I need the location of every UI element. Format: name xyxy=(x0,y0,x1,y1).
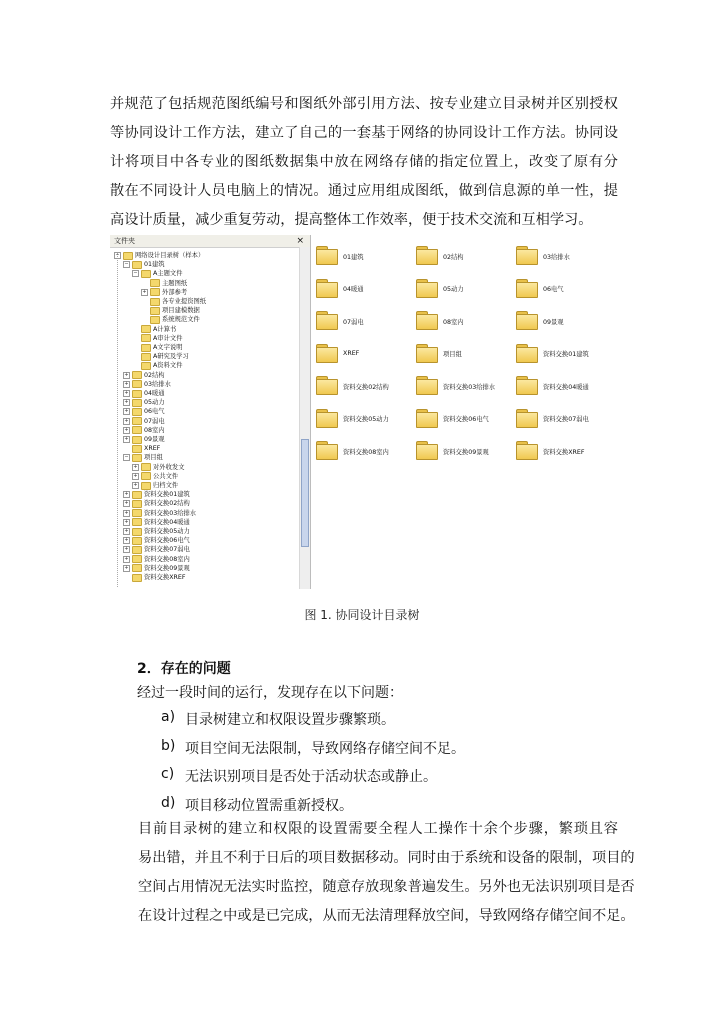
tree-node[interactable] xyxy=(123,389,165,398)
folder-label: 资料交换01建筑 xyxy=(543,351,589,358)
tree-node[interactable] xyxy=(123,407,165,416)
tree-node-label: 07弱电 xyxy=(144,417,165,425)
folder-icon-body xyxy=(416,282,438,298)
tree-node[interactable] xyxy=(132,361,183,370)
folder-label: 01建筑 xyxy=(343,253,364,261)
folder-label: 资料交换04暖通 xyxy=(543,383,589,391)
folder-icon xyxy=(316,344,338,364)
list-marker: c) xyxy=(161,766,175,782)
folder-label: 05动力 xyxy=(443,286,464,293)
list-text: 项目空间无法限制，导致网络存储空间不足。 xyxy=(185,740,465,757)
tree-node[interactable] xyxy=(132,269,183,278)
section-intro: 经过一段时间的运行，发现存在以下问题： xyxy=(137,685,403,701)
expand-icon[interactable]: + xyxy=(124,528,129,534)
closing-line-4: 在设计过程之中或是已完成，从而无法清理释放空间，导致网络存储空间不足。 xyxy=(138,908,635,924)
list-item xyxy=(137,766,465,795)
tree-node[interactable] xyxy=(123,518,190,527)
tree-node[interactable] xyxy=(132,352,189,361)
folder-icon xyxy=(132,509,142,517)
tree-node[interactable] xyxy=(123,426,165,435)
folder-icon xyxy=(150,316,160,324)
tree-node-label: 项目组 xyxy=(144,454,163,462)
tree-node[interactable] xyxy=(141,279,187,288)
tree-node-label: XREF xyxy=(144,445,161,453)
collapse-icon[interactable]: − xyxy=(124,454,129,461)
folder-icon xyxy=(132,574,142,582)
folder-icon xyxy=(416,311,438,331)
problem-list xyxy=(137,709,465,823)
folder-label: 项目组 xyxy=(443,351,462,358)
folder-item[interactable] xyxy=(316,304,416,338)
folder-item[interactable] xyxy=(516,402,616,436)
folder-icon xyxy=(141,362,151,370)
tree-node[interactable] xyxy=(123,380,171,389)
expand-icon[interactable]: + xyxy=(124,408,129,415)
tree-node[interactable] xyxy=(141,288,187,297)
tree-node[interactable] xyxy=(132,472,178,481)
folder-icon-body xyxy=(416,444,438,460)
folder-item[interactable] xyxy=(416,369,516,403)
tree-node[interactable] xyxy=(114,251,204,260)
folder-label: 09景观 xyxy=(543,318,564,326)
folder-label: 资料交换XREF xyxy=(543,448,585,456)
tree-node[interactable] xyxy=(123,490,190,499)
folder-icon xyxy=(416,246,438,266)
folder-item[interactable] xyxy=(316,434,416,468)
tree-node-label: 02结构 xyxy=(144,371,165,379)
tree-node-label: 对外收发文 xyxy=(153,463,185,471)
folder-icon xyxy=(316,376,338,396)
collapse-icon[interactable]: − xyxy=(133,270,138,277)
folder-item[interactable] xyxy=(416,272,516,306)
tree-node-label: 资料交换09景观 xyxy=(144,564,190,572)
tree-node[interactable] xyxy=(123,564,190,573)
tree-node-label: 网络设计目录树（样本） xyxy=(135,252,205,259)
folder-icon xyxy=(132,528,142,536)
folder-icon xyxy=(316,409,338,429)
folder-label: 资料交换08室内 xyxy=(343,448,389,456)
folder-icon xyxy=(141,334,151,342)
tree-node[interactable] xyxy=(132,334,183,343)
folder-icon xyxy=(516,409,538,429)
folder-icon xyxy=(132,417,142,425)
section-heading: 2．存在的问题 xyxy=(137,661,231,677)
folder-icon-body xyxy=(316,379,338,395)
folder-icon-body xyxy=(316,412,338,428)
tree-node-label: 资料交换07弱电 xyxy=(144,546,190,554)
tree-node-label: 公共文件 xyxy=(153,472,179,480)
tree-node[interactable] xyxy=(141,306,200,315)
close-icon[interactable]: × xyxy=(296,236,304,246)
tree-node-label: 01建筑 xyxy=(144,261,165,269)
folder-item[interactable] xyxy=(416,304,516,338)
folder-icon-body xyxy=(316,444,338,460)
tree-pane-title: 文件夹 xyxy=(114,237,135,245)
intro-line-3: 计将项目中各专业的图纸数据集中放在网络存储的指定位置上，改变了原有分 xyxy=(110,154,618,170)
expand-icon[interactable]: + xyxy=(124,518,129,525)
tree-node-label: 资料交换03给排水 xyxy=(144,509,197,517)
tree-node-label: 06电气 xyxy=(144,408,165,416)
folder-item[interactable] xyxy=(516,239,616,273)
folder-label: XREF xyxy=(343,350,360,357)
expand-icon[interactable]: + xyxy=(124,537,129,544)
folder-icon-body xyxy=(316,249,338,265)
tree-node[interactable] xyxy=(123,398,165,407)
folder-icon xyxy=(132,564,142,572)
folder-icon xyxy=(416,344,438,364)
list-text: 目录树建立和权限设置步骤繁琐。 xyxy=(185,712,395,728)
folder-label: 资料交换09景观 xyxy=(443,448,489,456)
folder-icon-body xyxy=(516,444,538,460)
folder-icon xyxy=(516,279,538,299)
list-marker: a) xyxy=(161,709,176,725)
tree-node-label: 资料交换XREF xyxy=(144,574,186,581)
tree-node[interactable] xyxy=(123,417,165,426)
folder-icon xyxy=(132,454,142,462)
tree-node-label: A主题文件 xyxy=(153,270,183,278)
folder-icon-body xyxy=(416,379,438,395)
folder-icon-body xyxy=(416,249,438,265)
intro-line-5: 高设计质量，减少重复劳动，提高整体工作效率，便于技术交流和互相学习。 xyxy=(110,212,593,228)
folder-icon xyxy=(150,298,160,306)
list-item xyxy=(137,738,465,767)
figure-screenshot xyxy=(110,235,618,589)
tree-node-label: A审计文件 xyxy=(153,334,183,342)
folder-icon xyxy=(132,399,142,407)
expand-icon[interactable]: + xyxy=(124,500,129,507)
folder-label: 资料交换07弱电 xyxy=(543,416,589,423)
folder-label: 02结构 xyxy=(443,253,464,261)
folder-item[interactable] xyxy=(416,239,516,273)
folder-icon-body xyxy=(416,412,438,428)
tree-node-label: A研究及学习 xyxy=(153,353,189,361)
folder-icon xyxy=(132,491,142,499)
tree-pane-header xyxy=(110,235,310,248)
folder-label: 06电气 xyxy=(543,286,564,293)
folder-item[interactable] xyxy=(516,369,616,403)
folder-icon xyxy=(141,353,151,361)
folder-icon xyxy=(516,246,538,266)
tree-node[interactable] xyxy=(123,527,190,536)
folder-icon xyxy=(132,261,142,269)
tree-node-label: A文字说明 xyxy=(153,344,183,351)
tree-node[interactable] xyxy=(123,555,190,564)
expand-icon[interactable]: + xyxy=(124,426,129,433)
folder-icon xyxy=(132,436,142,444)
folder-item[interactable] xyxy=(416,434,516,468)
expand-icon[interactable]: + xyxy=(124,390,129,396)
folder-icon xyxy=(316,441,338,461)
folder-icon xyxy=(141,482,151,490)
folder-item[interactable] xyxy=(516,272,616,306)
tree-node[interactable] xyxy=(123,371,165,380)
folder-icon-body xyxy=(416,347,438,363)
intro-paragraph xyxy=(110,90,618,235)
folder-icon xyxy=(316,311,338,331)
tree-node-label: 资料交换04暖通 xyxy=(144,518,190,526)
folder-item[interactable] xyxy=(416,337,516,371)
expand-icon[interactable]: + xyxy=(124,509,129,516)
tree-node-label: 08室内 xyxy=(144,426,165,434)
tree-node-label: A资料文件 xyxy=(153,362,183,370)
folder-icon xyxy=(141,270,151,278)
folder-icon xyxy=(132,445,142,453)
tree-node-label: A计算书 xyxy=(153,325,177,333)
figure-caption: 图 1. 协同设计目录树 xyxy=(304,608,420,622)
folder-label: 03给排水 xyxy=(543,253,570,261)
folder-icon xyxy=(141,472,151,480)
tree-scroll-thumb[interactable] xyxy=(301,439,309,547)
tree-node-label: 项目建模数据 xyxy=(162,307,200,315)
tree-node[interactable] xyxy=(123,573,185,582)
expand-icon[interactable]: + xyxy=(124,371,129,378)
folder-icon xyxy=(316,246,338,266)
folder-item[interactable] xyxy=(516,434,616,468)
expand-icon[interactable]: + xyxy=(133,463,138,470)
closing-paragraph xyxy=(110,815,635,931)
collapse-icon[interactable]: − xyxy=(115,252,120,258)
folder-label: 资料交换06电气 xyxy=(443,416,489,423)
collapse-icon[interactable]: − xyxy=(124,261,129,268)
folder-icon xyxy=(132,390,142,398)
tree-node-label: 资料交换06电气 xyxy=(144,537,190,545)
tree-node-label: 各专业提资图纸 xyxy=(162,298,207,305)
tree-node-label: 资料交换02结构 xyxy=(144,500,190,508)
expand-icon[interactable]: + xyxy=(124,436,129,442)
tree-node[interactable] xyxy=(132,343,183,352)
list-marker: b) xyxy=(161,737,176,754)
folder-icon-body xyxy=(316,347,338,363)
intro-line-1: 并规范了包括规范图纸编号和图纸外部引用方法、按专业建立目录树并区别授权 xyxy=(110,96,618,112)
tree-node[interactable] xyxy=(123,444,160,453)
folder-item[interactable] xyxy=(516,337,616,371)
folder-icon-body xyxy=(316,314,338,330)
folder-icon xyxy=(132,546,142,554)
tree-node-label: 主题图纸 xyxy=(162,279,188,287)
tree-node-label: 04暖通 xyxy=(144,390,165,397)
folder-icon xyxy=(132,500,142,508)
expand-icon[interactable]: + xyxy=(142,288,147,295)
expand-icon[interactable]: + xyxy=(124,564,129,571)
folder-item[interactable] xyxy=(416,402,516,436)
intro-line-2: 等协同设计工作方法，建立了自己的一套基于网络的协同设计工作方法。协同设 xyxy=(110,125,618,141)
expand-icon[interactable]: + xyxy=(124,555,129,562)
intro-line-4: 散在不同设计人员电脑上的情况。通过应用组成图纸，做到信息源的单一性，提 xyxy=(110,183,618,199)
tree-node[interactable] xyxy=(123,536,190,545)
expand-icon[interactable]: + xyxy=(124,380,129,387)
tree-node-label: 资料交换08室内 xyxy=(144,555,190,563)
folder-item[interactable] xyxy=(316,337,416,371)
folder-icon xyxy=(132,426,142,434)
tree-node[interactable] xyxy=(123,509,196,518)
tree-node[interactable] xyxy=(141,315,200,324)
folder-icon xyxy=(416,441,438,461)
folder-icon-body xyxy=(316,282,338,298)
folder-tree-pane xyxy=(110,235,311,589)
tree-node[interactable] xyxy=(132,463,184,472)
folder-icon-body xyxy=(416,314,438,330)
list-text: 无法识别项目是否处于活动状态或静止。 xyxy=(185,769,437,785)
folder-label: 资料交换03给排水 xyxy=(443,383,496,391)
folder-icon xyxy=(516,441,538,461)
folder-icon xyxy=(516,311,538,331)
folder-icon xyxy=(150,288,160,296)
tree-node-label: 资料交换05动力 xyxy=(144,528,190,535)
folder-label: 07弱电 xyxy=(343,318,364,326)
closing-line-3: 空间占用情况无法实时监控，随意存放现象普遍发生。另外也无法识别项目是否 xyxy=(138,879,635,895)
expand-icon[interactable]: + xyxy=(124,417,129,424)
expand-icon[interactable]: + xyxy=(124,546,129,553)
folder-icon xyxy=(132,518,142,526)
list-marker: d) xyxy=(161,794,176,811)
folder-label: 资料交换05动力 xyxy=(343,416,389,423)
expand-icon[interactable]: + xyxy=(124,399,129,406)
folder-icon-body xyxy=(516,347,538,363)
folder-icon xyxy=(132,380,142,388)
list-text: 项目移动位置需重新授权。 xyxy=(185,797,353,814)
folder-item[interactable] xyxy=(516,304,616,338)
folder-icon xyxy=(416,409,438,429)
tree-node-label: 09景观 xyxy=(144,436,165,443)
folder-icon xyxy=(132,408,142,416)
folder-icon xyxy=(123,252,133,260)
tree-node-label: 05动力 xyxy=(144,399,165,407)
folder-icon xyxy=(141,463,151,471)
expand-icon[interactable]: + xyxy=(133,482,138,488)
folder-icon-body xyxy=(516,249,538,265)
folder-item[interactable] xyxy=(316,369,416,403)
tree-node-label: 归档文件 xyxy=(153,482,179,489)
tree-node-label: 系统规范文件 xyxy=(162,316,200,324)
folder-icon-body xyxy=(516,282,538,298)
folder-label: 08室内 xyxy=(443,318,464,326)
closing-line-1: 目前目录树的建立和权限的设置需要全程人工操作十余个步骤，繁琐且容 xyxy=(138,821,618,837)
folder-icon xyxy=(132,371,142,379)
expand-icon[interactable]: + xyxy=(124,491,129,498)
folder-icon xyxy=(316,279,338,299)
tree-node[interactable] xyxy=(132,481,178,490)
folder-icon xyxy=(150,279,160,287)
tree-node-label: 03给排水 xyxy=(144,380,171,388)
folder-icon xyxy=(132,537,142,545)
list-item xyxy=(137,709,465,738)
tree-node[interactable] xyxy=(123,435,165,444)
folder-icon xyxy=(141,344,151,352)
folder-icon xyxy=(416,279,438,299)
folder-icon-body xyxy=(516,379,538,395)
tree-node[interactable] xyxy=(123,499,190,508)
folder-label: 04暖通 xyxy=(343,286,364,293)
tree-node-label: 外部参考 xyxy=(162,288,188,296)
folder-item[interactable] xyxy=(316,239,416,273)
folder-icon xyxy=(132,555,142,563)
tree-node[interactable] xyxy=(141,297,206,306)
folder-icon-body xyxy=(516,314,538,330)
folder-icon xyxy=(416,376,438,396)
folder-icon xyxy=(141,325,151,333)
folder-icon-body xyxy=(516,412,538,428)
folder-icon xyxy=(150,307,160,315)
folder-grid xyxy=(316,239,616,584)
closing-line-2: 易出错，并且不利于日后的项目数据移动。同时由于系统和设备的限制，项目的 xyxy=(138,850,635,866)
folder-label: 资料交换02结构 xyxy=(343,383,389,391)
tree-node[interactable] xyxy=(123,545,190,554)
folder-icon xyxy=(516,344,538,364)
tree-node[interactable] xyxy=(123,453,163,462)
tree-node-label: 资料交换01建筑 xyxy=(144,491,190,499)
folder-item[interactable] xyxy=(316,402,416,436)
tree-node[interactable] xyxy=(132,325,176,334)
tree-guide-line xyxy=(117,253,118,587)
tree-scrollbar[interactable] xyxy=(299,247,310,589)
folder-item[interactable] xyxy=(316,272,416,306)
tree-node[interactable] xyxy=(123,260,165,269)
expand-icon[interactable]: + xyxy=(133,472,138,479)
folder-icon xyxy=(516,376,538,396)
